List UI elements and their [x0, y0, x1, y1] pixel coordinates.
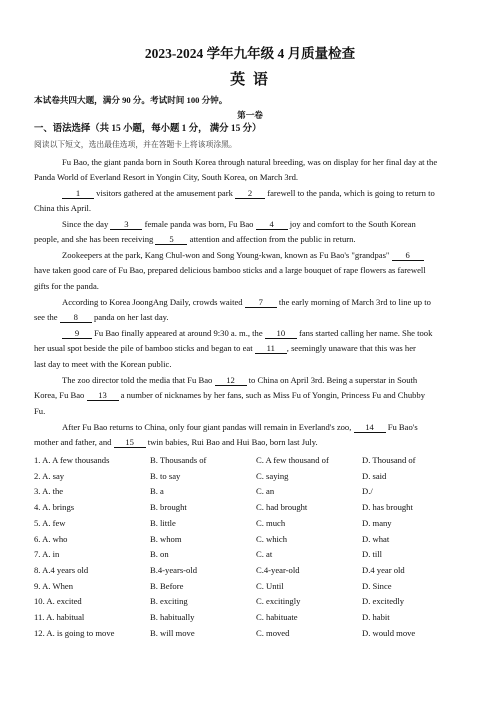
option-c: C. habituate: [256, 612, 298, 622]
passage-line: people, and she has been receiving 5 attention and affection from the public in return.: [34, 234, 356, 244]
passage-line: After Fu Bao returns to China, only four giant pandas will remain in Everland's zoo, 14 Fu Bao's: [62, 422, 418, 432]
passage-line: mother and father, and 15 twin babies, Rui Bao and Hui Bao, born last July.: [34, 437, 318, 447]
passage-line: 9 Fu Bao finally appeared at around 9:30 a. m., the 10 fans started calling her name. She took: [62, 328, 432, 339]
blank-8: 8: [60, 312, 92, 323]
option-d: D. till: [362, 549, 383, 560]
option-d: D. said: [362, 470, 387, 481]
option-b: B. will move: [150, 627, 195, 638]
option-c: C. excitingly: [256, 596, 301, 607]
blank-4: 4: [256, 219, 288, 230]
option-d: D. many: [362, 517, 392, 528]
passage-line: her usual spot beside the pile of bamboo sticks and began to eat 11 , seemingly unaware that this was her: [34, 343, 416, 353]
section-heading: 一、语法选择（共 15 小题，每小题 1 分， 满分 15 分）: [34, 124, 262, 134]
option-c: C. moved: [256, 627, 290, 638]
blank-7: 7: [245, 297, 277, 308]
option-d: D. excitedly: [362, 596, 404, 607]
passage-line: have taken good care of Fu Bao, prepared delicious bamboo sticks and a large bouquet of rape flowers as farewell: [34, 265, 426, 275]
option-b: B. habitually: [150, 612, 195, 622]
option-a: 9. A. When: [34, 580, 73, 591]
option-d: D.4 year old: [362, 564, 405, 575]
option-d: D. Thousand of: [362, 455, 416, 465]
option-a: 12. A. is going to move: [34, 627, 115, 638]
blank-2: 2: [235, 188, 265, 199]
blank-12: 12: [215, 375, 247, 386]
passage-line: 1 visitors gathered at the amusement park 2 farewell to the panda, which is going to return to: [62, 188, 435, 199]
passage-line: gifts for the panda.: [34, 281, 99, 291]
passage-line: last day to meet with the Korean public.: [34, 359, 172, 369]
option-a: 2. A. say: [34, 470, 65, 481]
passage-line: China this April.: [34, 203, 92, 213]
passage-line: see the 8 panda on her last day.: [34, 312, 169, 322]
option-d: D. has brought: [362, 502, 413, 513]
option-b: B. exciting: [150, 596, 188, 607]
option-c: C. which: [256, 533, 288, 544]
option-b: B.4-years-old: [150, 564, 198, 575]
passage-line: Zookeepers at the park, Kang Chul-won and Song Young-kwan, known as Fu Bao's "grandpas" 6: [62, 250, 424, 261]
option-a: 11. A. habitual: [34, 612, 85, 622]
option-a: 3. A. the: [34, 486, 64, 497]
option-b: B. a: [150, 486, 164, 497]
option-c: C. at: [256, 549, 273, 560]
option-a: 6. A. who: [34, 533, 68, 544]
option-a: 5. A. few: [34, 517, 66, 528]
section-instruction: 阅读以下短文，选出最佳选项，并在答题卡上将该项涂黑。: [34, 140, 237, 149]
option-b: B. whom: [150, 533, 182, 544]
option-c: C. an: [256, 486, 275, 497]
blank-5: 5: [155, 234, 187, 245]
option-c: C. Until: [256, 580, 284, 591]
blank-10: 10: [265, 328, 297, 339]
exam-info: 本试卷共四大题，满分 90 分。考试时间 100 分钟。: [34, 95, 228, 105]
option-d: D. Since: [362, 580, 392, 591]
option-b: B. on: [150, 549, 169, 560]
option-b: B. Before: [150, 580, 184, 591]
option-a: 10. A. excited: [34, 596, 82, 607]
passage-line: Since the day 3 female panda was born, Fu Bao 4 joy and comfort to the South Korean: [62, 219, 416, 229]
option-d: D. what: [362, 533, 390, 544]
option-b: B. brought: [150, 502, 187, 513]
passage-line: Panda World of Everland Resort in Yongin City, South Korea, on March 3rd.: [34, 172, 299, 182]
option-d: D. habit: [362, 612, 390, 622]
option-c: C.4-year-old: [256, 564, 300, 575]
option-b: B. little: [150, 517, 176, 528]
blank-13: 13: [87, 390, 119, 401]
option-a: 7. A. in: [34, 549, 60, 560]
passage-line: Korea, Fu Bao 13 a number of nicknames by her fans, such as Miss Fu of Yongin, Princess Fu and Chubby: [34, 390, 426, 400]
passage-line: According to Korea JoongAng Daily, crowds waited 7 the early morning of March 3rd to line up to: [62, 297, 431, 307]
blank-3: 3: [110, 219, 142, 230]
option-d: D./: [362, 486, 373, 497]
option-b: B. Thousands of: [150, 455, 207, 465]
passage-line: Fu Bao, the giant panda born in South Korea through natural breeding, was on display for her final day at the: [62, 157, 438, 167]
option-c: C. A few thousand of: [256, 455, 329, 465]
blank-11: 11: [255, 343, 287, 354]
option-a: 8. A.4 years old: [34, 564, 89, 575]
blank-9: 9: [62, 328, 92, 339]
option-c: C. saying: [256, 470, 289, 481]
option-b: B. to say: [150, 470, 181, 481]
passage-line: Fu.: [34, 406, 46, 416]
blank-14: 14: [354, 422, 386, 433]
option-a: 4. A. brings: [34, 502, 75, 513]
subject-title: 英 语: [230, 72, 270, 88]
option-a: 1. A. A few thousands: [34, 455, 110, 465]
exam-title: 2023-2024 学年九年级 4 月质量检查: [144, 46, 356, 61]
passage-line: The zoo director told the media that Fu Bao 12 to China on April 3rd. Being a superstar in South: [62, 375, 418, 385]
option-d: D. would move: [362, 627, 416, 638]
option-c: C. had brought: [256, 502, 308, 513]
blank-15: 15: [114, 437, 146, 448]
volume-label: 第一卷: [237, 110, 263, 120]
blank-1: 1: [62, 188, 94, 199]
blank-6: 6: [392, 250, 424, 261]
option-c: C. much: [256, 517, 286, 528]
